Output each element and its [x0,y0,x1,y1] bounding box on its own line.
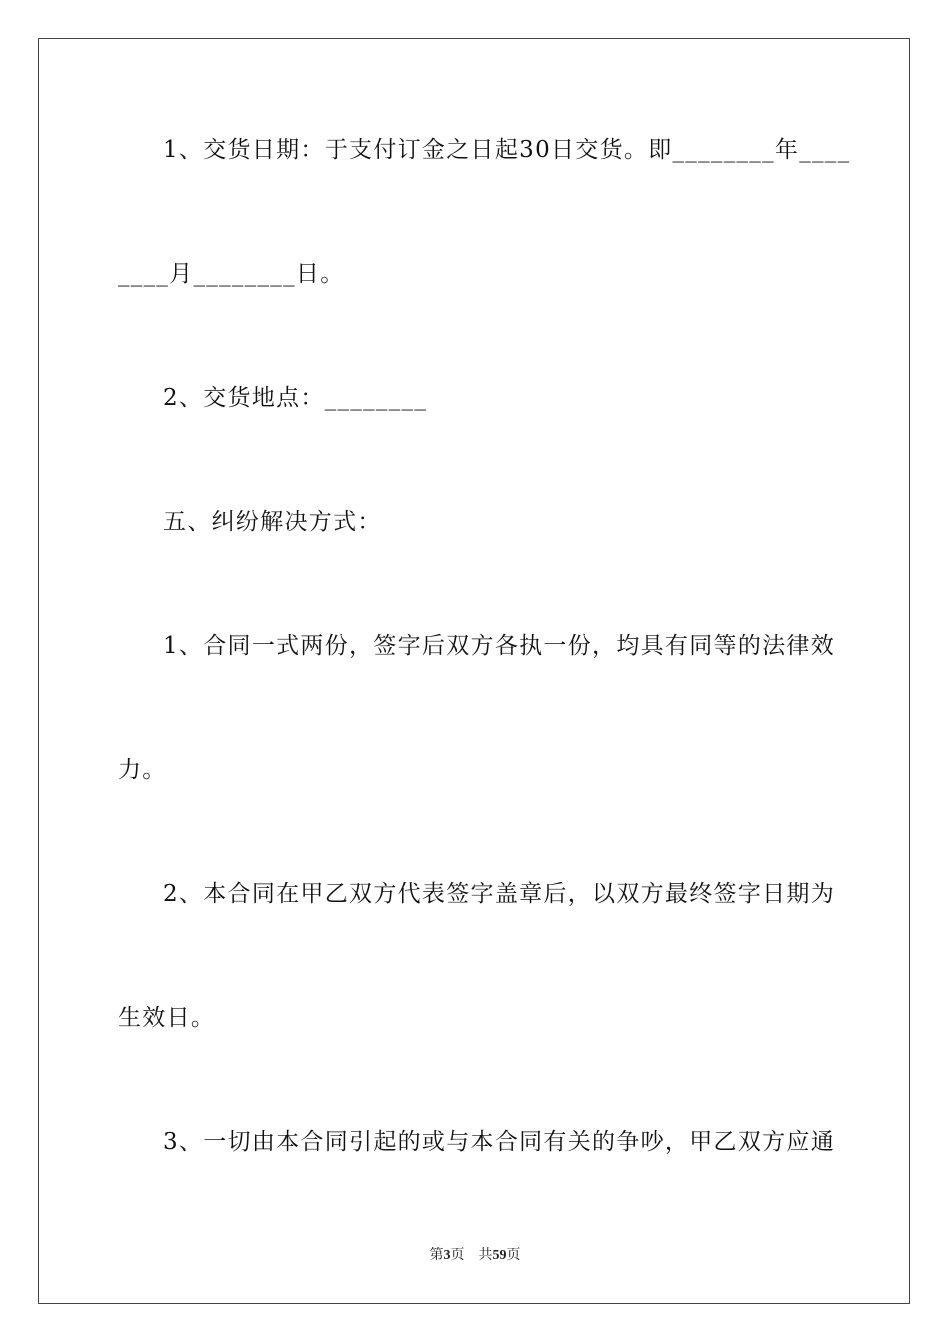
clause-2-line-cont: 生效日。 [118,1005,216,1031]
total-prefix: 共 [478,1248,493,1263]
clause-1-line: 1、合同一式两份，签字后双方各执一份，均具有同等的法律效 [163,633,836,659]
clause-1-line-cont: 力。 [118,757,167,783]
section-heading-dispute: 五、纠纷解决方式： [163,509,382,535]
delivery-date-line: 1、交货日期：于支付订金之日起30日交货。即________年____ [163,137,851,163]
page-suffix: 页 [450,1248,465,1263]
clause-2-line: 2、本合同在甲乙双方代表签字盖章后，以双方最终签字日期为 [163,881,836,907]
page-border [38,38,910,1304]
total-suffix: 页 [506,1248,521,1263]
total-pages: 59 [492,1248,507,1263]
delivery-date-line-cont: ____月________日。 [118,261,345,287]
delivery-place-line: 2、交货地点：________ [163,385,428,411]
page-footer [0,1247,950,1265]
page-number: 3 [443,1248,451,1263]
clause-3-line: 3、一切由本合同引起的或与本合同有关的争吵，甲乙双方应通 [163,1129,836,1155]
page-prefix: 第 [429,1248,444,1263]
